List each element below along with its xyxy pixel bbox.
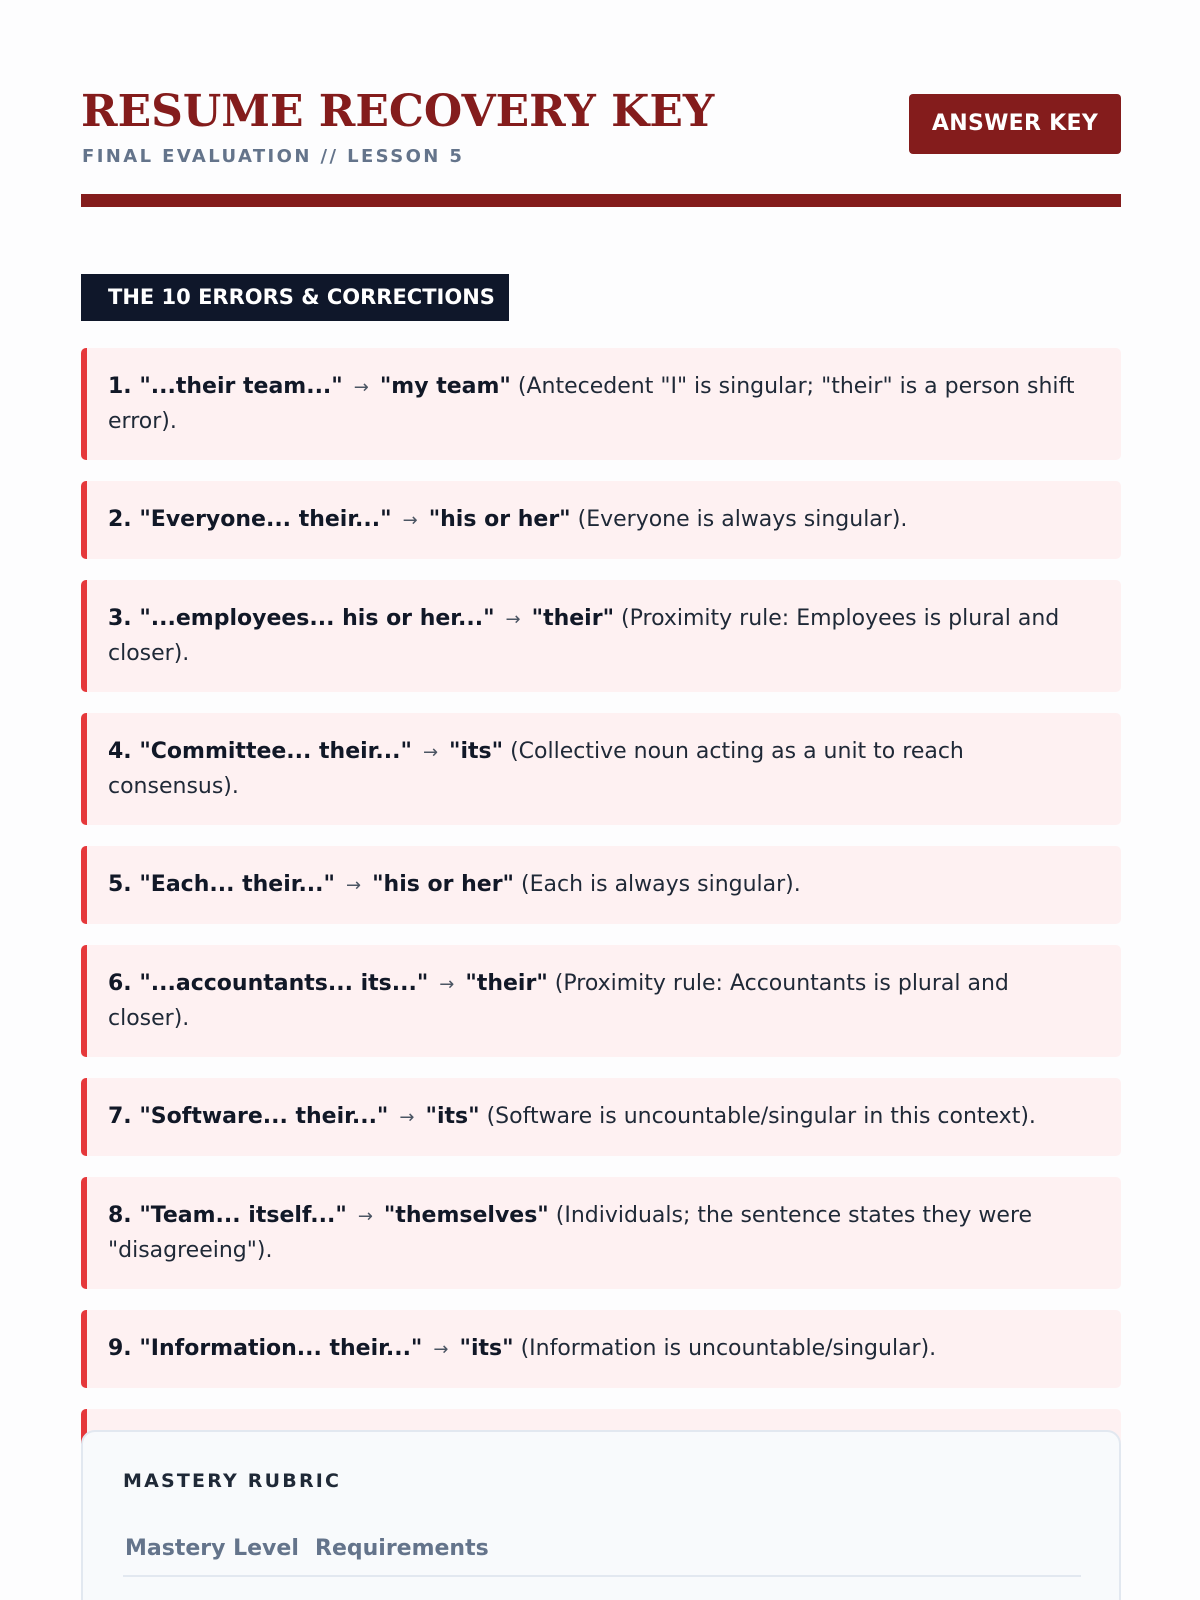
rubric-header-row [123, 1532, 1081, 1576]
error-original: 2. "Everyone... their..." [108, 507, 392, 532]
error-original: 5. "Each... their..." [108, 872, 335, 897]
error-original: 7. "Software... their..." [108, 1104, 389, 1129]
right-arrow-icon: → [433, 1339, 449, 1360]
error-correction: "themselves" [383, 1203, 549, 1228]
rubric-column-requirements: Requirements [313, 1532, 1081, 1576]
error-explanation: (Collective noun acting as a unit to reach consensus). [108, 739, 964, 799]
error-original: 8. "Team... itself..." [108, 1203, 347, 1228]
right-arrow-icon: → [505, 609, 521, 630]
error-original: 9. "Information... their..." [108, 1336, 423, 1361]
error-item-2 [81, 481, 1121, 559]
error-original: 1. "...their team..." [108, 374, 343, 399]
right-arrow-icon: → [402, 510, 418, 531]
error-correction: "his or her" [428, 507, 571, 532]
error-correction: "its" [459, 1336, 514, 1361]
right-arrow-icon: → [399, 1107, 415, 1128]
error-item-5 [81, 846, 1121, 924]
error-item-1 [81, 348, 1121, 460]
error-explanation: (Everyone is always singular). [570, 507, 908, 532]
error-item-3 [81, 580, 1121, 692]
error-explanation: (Individuals; the sentence states they were "disagreeing"). [108, 1203, 1033, 1263]
answer-key-badge: ANSWER KEY [909, 94, 1121, 154]
error-correction: "their" [465, 971, 548, 996]
error-item-6 [81, 945, 1121, 1057]
mastery-rubric-card [81, 1430, 1121, 1600]
page-title: RESUME RECOVERY KEY [81, 86, 715, 137]
error-correction: "their" [531, 606, 615, 631]
error-list [81, 348, 1121, 1508]
error-explanation: (Information is uncountable/singular). [513, 1336, 937, 1361]
page-subtitle: FINAL EVALUATION // LESSON 5 [82, 146, 465, 167]
error-original: 3. "...employees... his or her..." [108, 606, 495, 631]
error-correction: "its" [425, 1104, 480, 1129]
error-correction: "my team" [379, 374, 511, 399]
page-header [81, 82, 1121, 194]
rubric-column-mastery-level: Mastery Level [123, 1532, 313, 1576]
right-arrow-icon: → [345, 875, 362, 896]
error-item-9 [81, 1310, 1121, 1388]
right-arrow-icon: → [353, 377, 369, 398]
error-explanation: (Proximity rule: Accountants is plural and closer). [108, 971, 1009, 1031]
error-item-4 [81, 713, 1121, 825]
error-explanation: (Antecedent "I" is singular; "their" is a person shift error). [108, 374, 1075, 434]
error-explanation: (Each is always singular). [514, 872, 801, 897]
rubric-title: MASTERY RUBRIC [123, 1470, 342, 1492]
right-arrow-icon: → [357, 1206, 373, 1227]
error-original: 4. "Committee... their..." [108, 739, 412, 764]
rubric-table [123, 1532, 1081, 1577]
header-divider [81, 194, 1121, 207]
error-explanation: (Software is uncountable/singular in this context). [479, 1104, 1036, 1129]
error-item-7 [81, 1078, 1121, 1156]
error-original: 6. "...accountants... its..." [108, 971, 429, 996]
right-arrow-icon: → [422, 742, 439, 763]
right-arrow-icon: → [439, 974, 455, 995]
error-item-8 [81, 1177, 1121, 1289]
errors-section-label: THE 10 ERRORS & CORRECTIONS [81, 274, 509, 321]
error-correction: "its" [449, 739, 504, 764]
error-correction: "his or her" [372, 872, 515, 897]
error-explanation: (Proximity rule: Employees is plural and closer). [108, 606, 1060, 666]
